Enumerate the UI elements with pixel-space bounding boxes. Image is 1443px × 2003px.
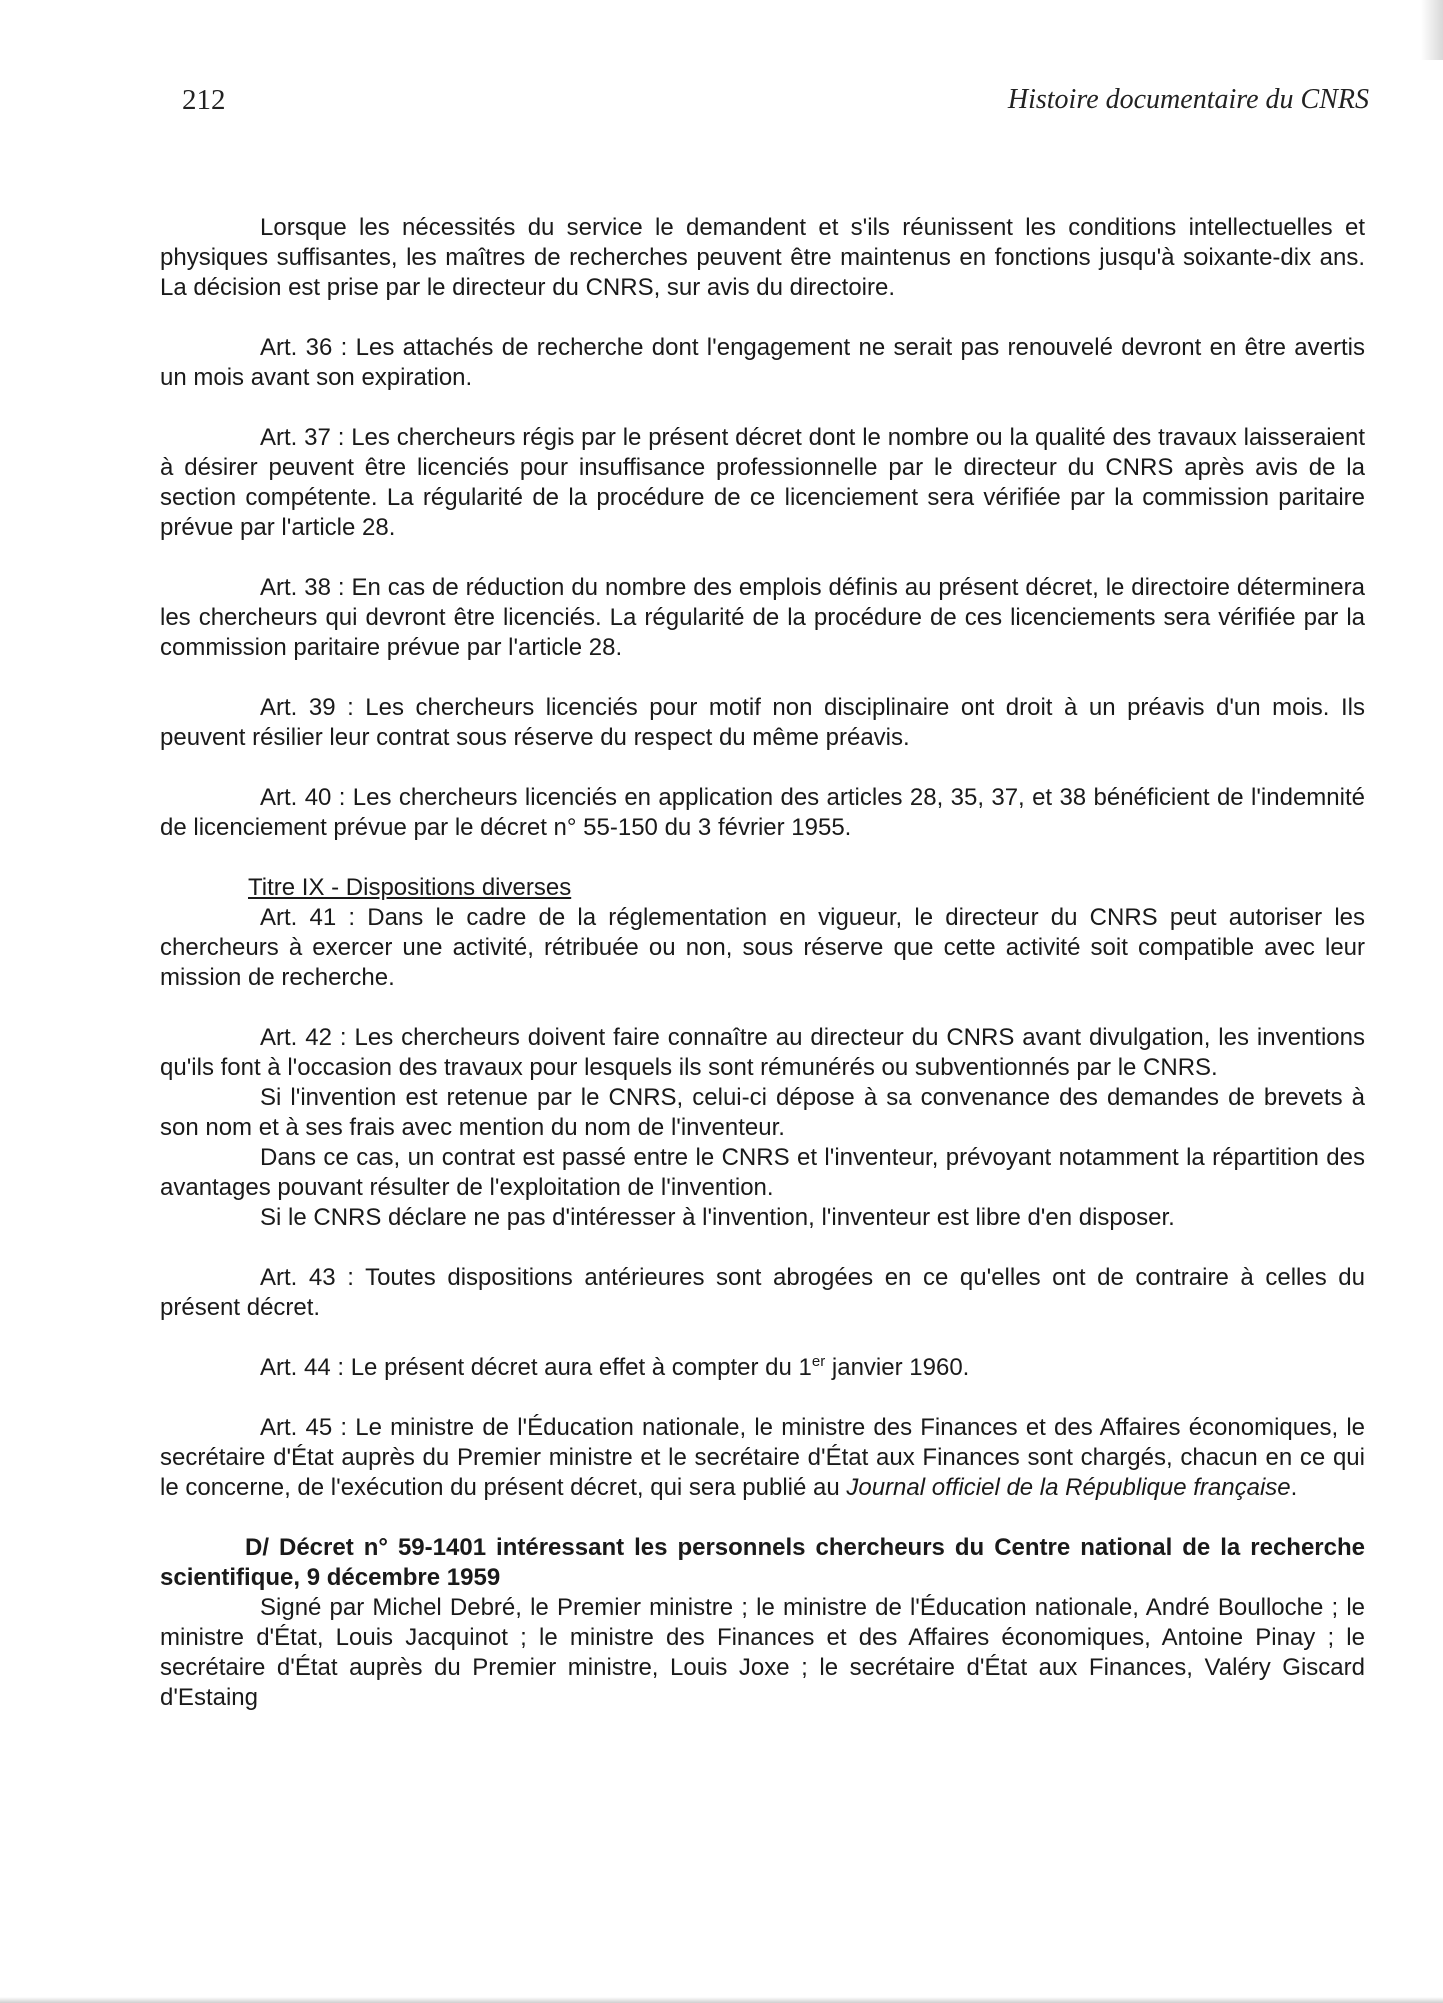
article-36 bbox=[160, 333, 1365, 393]
article-39 bbox=[160, 693, 1365, 753]
article-text: Dans ce cas, un contrat est passé entre le CNRS et l'inventeur, prévoyant notamment la répartition des avantages pouvant résulter de l'exploitation de l'invention. bbox=[160, 1144, 1365, 1201]
article-text: Art. 40 : Les chercheurs licenciés en application des articles 28, 35, 37, et 38 bénéficient de l'indemnité de licenciement prévue par le décret n° 55-150 du 3 février 1955. bbox=[160, 784, 1365, 841]
running-title: Histoire documentaire du CNRS bbox=[1007, 84, 1369, 115]
signatures: Signé par Michel Debré, le Premier ministre ; le ministre de l'Éducation nationale, André Boulloche ; le ministre d'État, Louis Jacquinot ; le ministre des Finances et des Affaires économiques, Antoine Pinay ; le secrétaire d'État auprès du Premier ministre, Louis Joxe ; le secrétaire d'État aux Finances, Valéry Giscard d'Estaing bbox=[160, 1594, 1365, 1711]
article-40 bbox=[160, 783, 1365, 843]
scan-shadow-edge bbox=[1421, 0, 1443, 60]
article-45-text: Art. 45 : Le ministre de l'Éducation nationale, le ministre des Finances et des Affaires économiques, le secrétaire d'État auprès du Premier ministre et le secrétaire d'État aux Finances sont chargés, chacun en ce qui le concerne, de l'exécution du présent décret, qui sera publié au bbox=[160, 1414, 1365, 1501]
decree-section bbox=[160, 1533, 1365, 1713]
article-37 bbox=[160, 423, 1365, 543]
page-number: 212 bbox=[182, 84, 226, 116]
article-44-text: Art. 44 : Le présent décret aura effet à compter du 1 bbox=[260, 1354, 812, 1381]
titre-ix-section bbox=[160, 873, 1365, 993]
scan-shadow-bottom bbox=[0, 1997, 1443, 2003]
article-41: Art. 41 : Dans le cadre de la réglementation en vigueur, le directeur du CNRS peut autoriser les chercheurs à exercer une activité, rétribuée ou non, sous réserve que cette activité soit compatible avec leur mission de recherche. bbox=[160, 904, 1365, 991]
article-text: Art. 37 : Les chercheurs régis par le présent décret dont le nombre ou la qualité des travaux laisseraient à désirer peuvent être licenciés pour insuffisance professionnelle par le directeur du CNRS après avis de la section compétente. La régularité de la procédure de ce licenciement sera vérifiée par la commission paritaire prévue par l'article 28. bbox=[160, 424, 1365, 541]
article-text: Si l'invention est retenue par le CNRS, celui-ci dépose à sa convenance des demandes de brevets à son nom et à ses frais avec mention du nom de l'inventeur. bbox=[160, 1084, 1365, 1141]
article-text: Art. 42 : Les chercheurs doivent faire connaître au directeur du CNRS avant divulgation, les inventions qu'ils font à l'occasion des travaux pour lesquels ils sont rémunérés ou subventionnés par le CNRS. bbox=[160, 1024, 1365, 1081]
journal-officiel-title: Journal officiel de la République française bbox=[846, 1474, 1291, 1501]
article-45 bbox=[160, 1413, 1365, 1503]
article-text: Art. 39 : Les chercheurs licenciés pour motif non disciplinaire ont droit à un préavis d'un mois. Ils peuvent résilier leur contrat sous réserve du respect du même préavis. bbox=[160, 694, 1365, 751]
paragraph-maintien bbox=[160, 213, 1365, 303]
decree-title: D/ Décret n° 59-1401 intéressant les personnels chercheurs du Centre national de la recherche scientifique, 9 décembre 1959 bbox=[160, 1534, 1365, 1591]
paragraph: Lorsque les nécessités du service le demandent et s'ils réunissent les conditions intellectuelles et physiques suffisantes, les maîtres de recherches peuvent être maintenus en fonctions jusqu'à soixante-dix ans. La décision est prise par le directeur du CNRS, sur avis du directoire. bbox=[160, 214, 1365, 301]
article-text: Si le CNRS déclare ne pas d'intéresser à l'invention, l'inventeur est libre d'en disposer. bbox=[260, 1204, 1175, 1231]
article-43 bbox=[160, 1263, 1365, 1323]
page-header bbox=[182, 84, 1369, 124]
article-text: Art. 38 : En cas de réduction du nombre des emplois définis au présent décret, le directoire déterminera les chercheurs qui devront être licenciés. La régularité de la procédure de ces licenciements sera vérifiée par la commission paritaire prévue par l'article 28. bbox=[160, 574, 1365, 661]
article-text: Art. 36 : Les attachés de recherche dont l'engagement ne serait pas renouvelé devront en être avertis un mois avant son expiration. bbox=[160, 334, 1365, 391]
article-44-date: janvier 1960. bbox=[825, 1354, 970, 1381]
article-text bbox=[160, 1413, 1365, 1503]
page-body bbox=[160, 213, 1365, 1713]
article-44 bbox=[160, 1353, 1365, 1383]
article-45-end: . bbox=[1290, 1474, 1298, 1501]
article-text: Art. 43 : Toutes dispositions antérieures sont abrogées en ce qu'elles ont de contraire à celles du présent décret. bbox=[160, 1264, 1365, 1321]
article-42 bbox=[160, 1023, 1365, 1233]
article-38 bbox=[160, 573, 1365, 663]
ordinal-superscript: er bbox=[811, 1353, 826, 1370]
section-heading: Titre IX - Dispositions diverses bbox=[248, 874, 572, 901]
article-text bbox=[160, 1353, 1365, 1383]
